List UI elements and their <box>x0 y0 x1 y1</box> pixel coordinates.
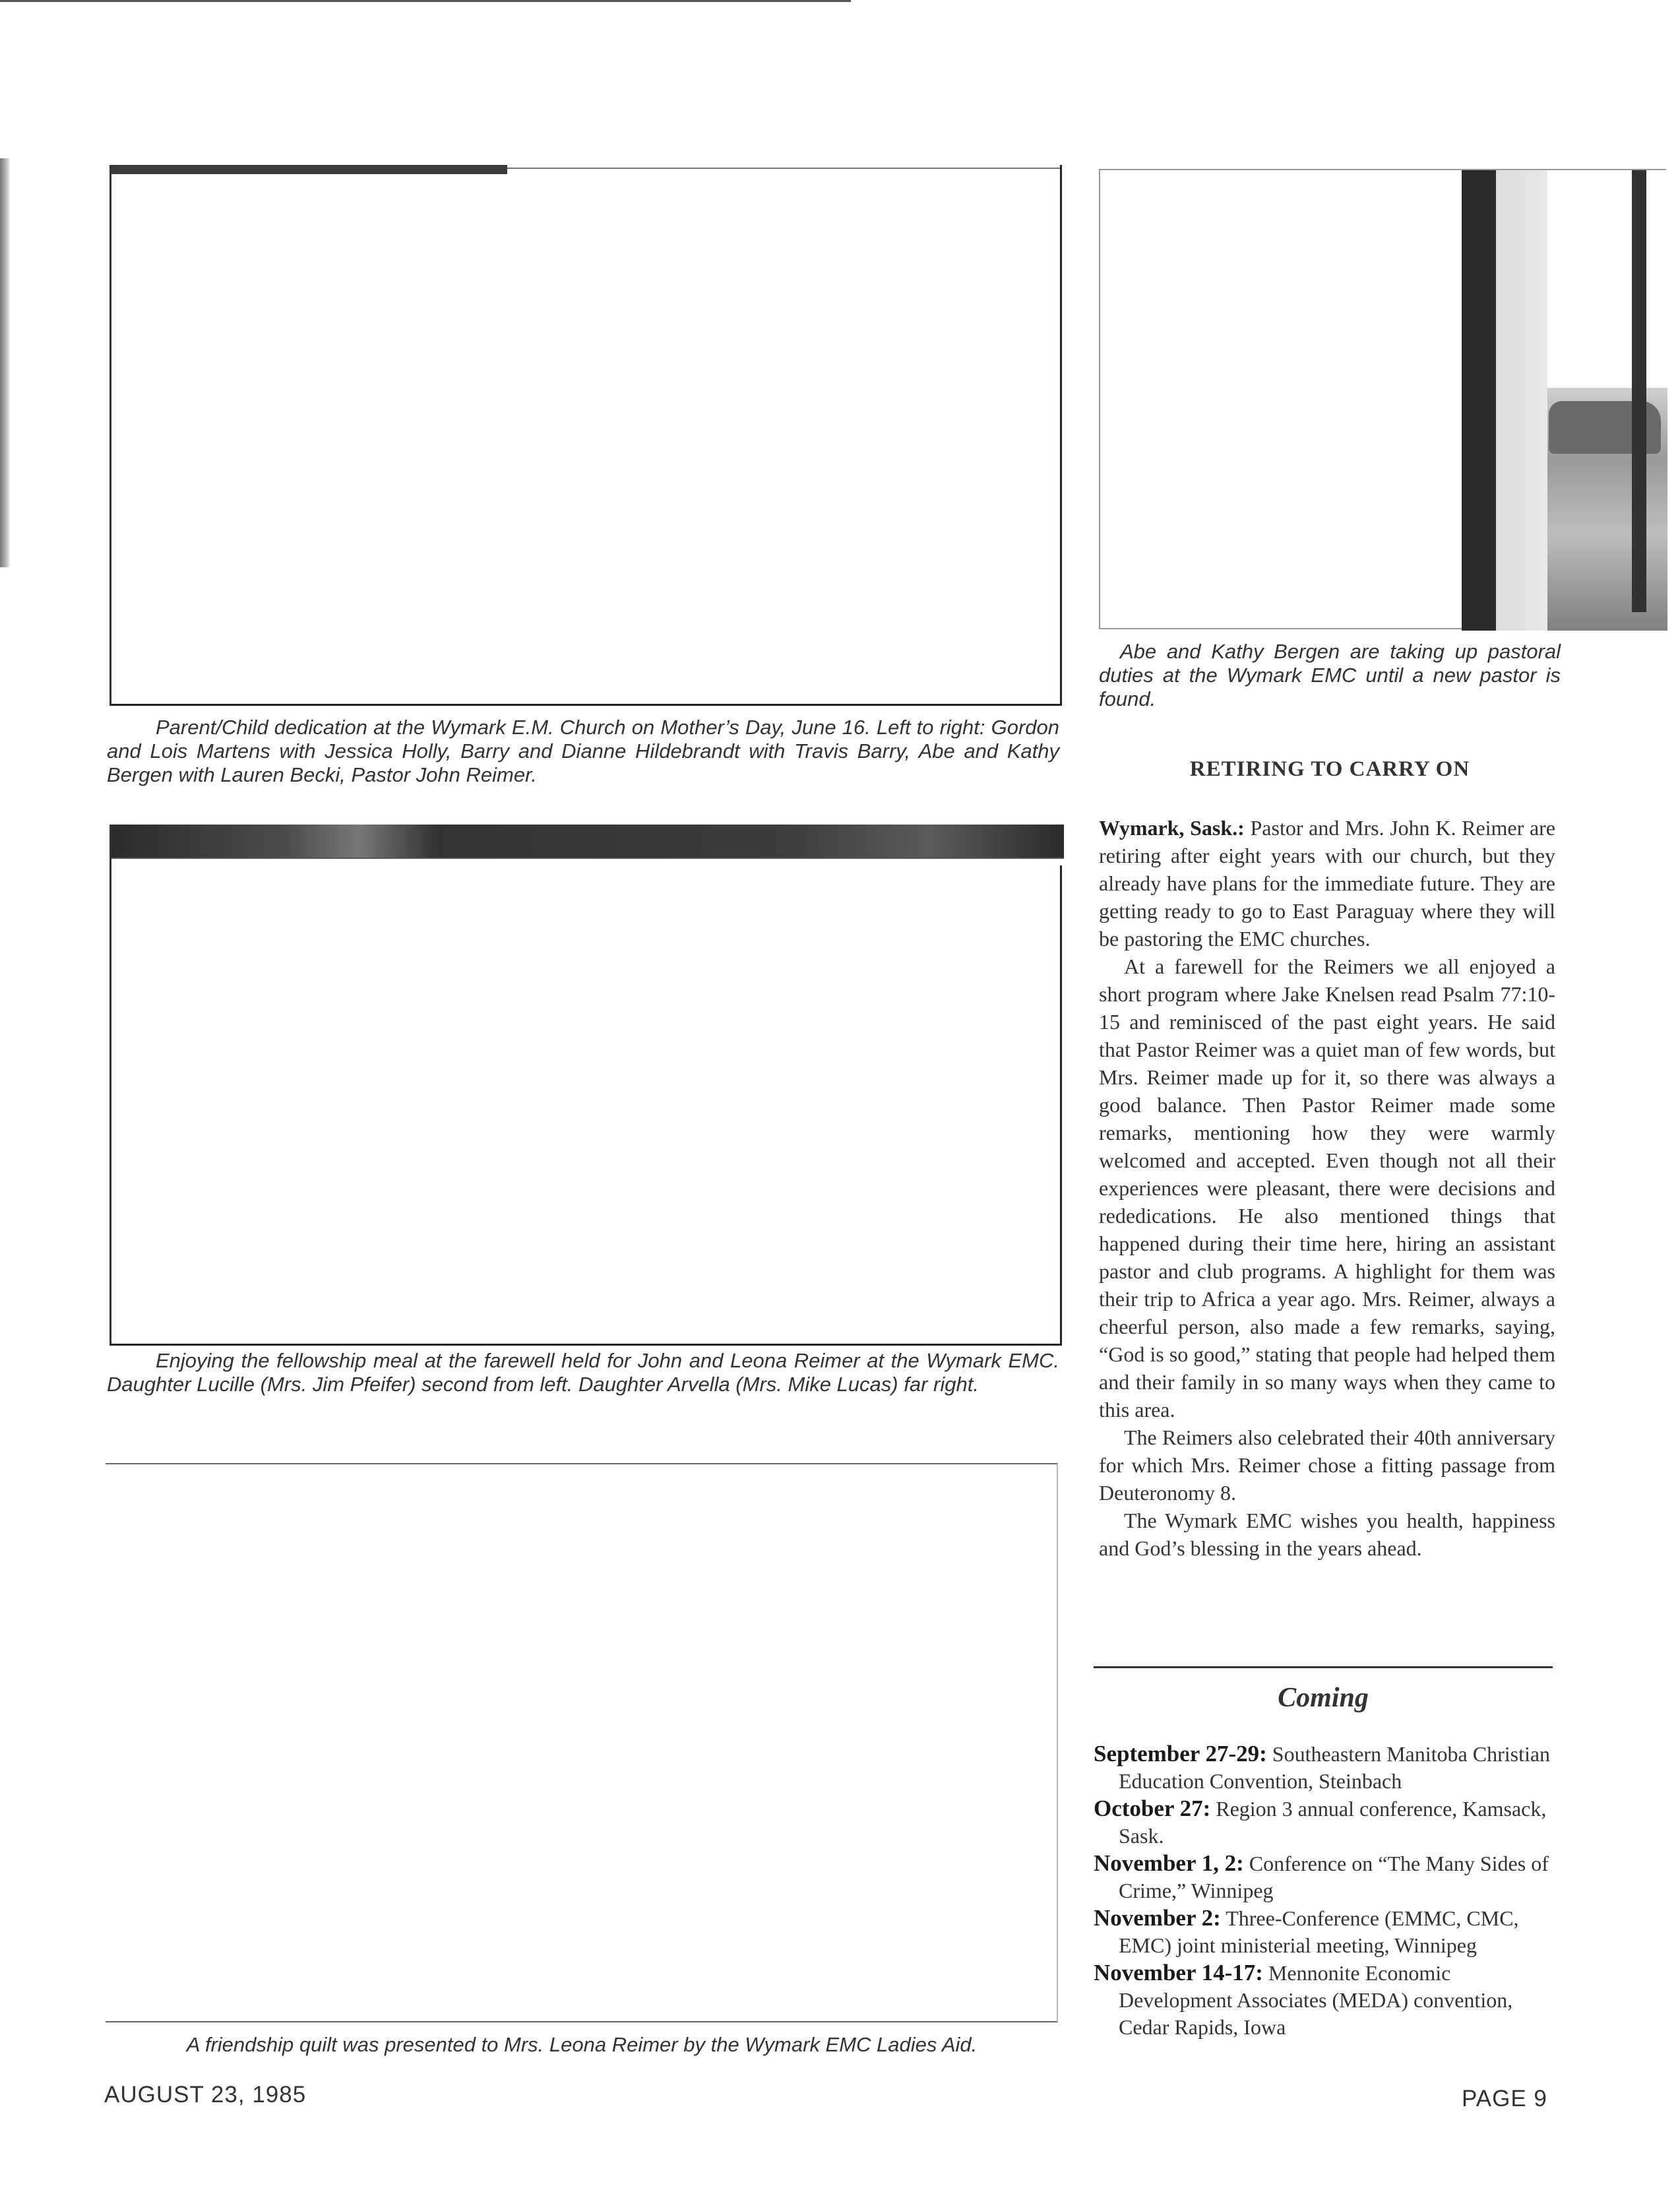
caption-dedication: Parent/Child dedication at the Wymark E.M. Church on Mother’s Day, June 16. Left to right: Gordon and Lois Martens with Jessica Holly, Barry and Dianne Hildebrandt with Travis Barry, Abe and Kathy Bergen with Lauren Becki, Pastor John Reimer. <box>107 716 1059 786</box>
scan-top-line <box>0 0 851 2</box>
caption-fellowship-meal: Enjoying the fellowship meal at the farewell held for John and Leona Reimer at the Wymark EMC. Daughter Lucille (Mrs. Jim Pfeifer) second from left. Daughter Arvella (Mrs. Mike Lucas) far right. <box>107 1349 1059 1396</box>
coming-item-text: Southeastern Manitoba Christian Education Convention, Steinbach <box>1119 1742 1551 1793</box>
photo-top-line <box>507 168 1060 169</box>
coming-item-date: November 2: <box>1094 1905 1221 1931</box>
coming-divider <box>1094 1666 1553 1668</box>
article-body <box>1099 814 1555 1562</box>
footer-page-number: PAGE 9 <box>1462 2086 1547 2111</box>
article-dateline: Wymark, Sask.: <box>1099 816 1245 840</box>
coming-item-date: November 14-17: <box>1094 1960 1263 1985</box>
coming-item <box>1094 1850 1555 1904</box>
photo-bergens-pole <box>1632 170 1646 612</box>
coming-item-text: Mennonite Economic Development Associates (MEDA) convention, Cedar Rapids, Iowa <box>1119 1961 1513 2039</box>
coming-item-date: September 27-29: <box>1094 1741 1267 1766</box>
photo-bergens-wall <box>1462 170 1547 631</box>
photo-friendship-quilt <box>106 1463 1058 2022</box>
caption-bergens: Abe and Kathy Bergen are taking up pastoral duties at the Wymark EMC until a new pastor is found. <box>1099 640 1561 710</box>
coming-item <box>1094 1740 1555 1795</box>
caption-friendship-quilt: A friendship quilt was presented to Mrs. Leona Reimer by the Wymark EMC Ladies Aid. <box>186 2033 978 2056</box>
article-paragraph-3: The Reimers also celebrated their 40th anniversary for which Mrs. Reimer chose a fitting passage from Deuteronomy 8. <box>1099 1425 1555 1505</box>
coming-item <box>1094 1959 1555 2041</box>
article-heading: RETIRING TO CARRY ON <box>1189 757 1470 781</box>
coming-item-date: October 27: <box>1094 1796 1211 1821</box>
coming-item <box>1094 1795 1555 1850</box>
coming-title: Coming <box>1278 1683 1369 1713</box>
article-paragraph-1-text: Pastor and Mrs. John K. Reimer are retiring after eight years with our church, but they already have plans for the immediate future. They are getting ready to go to East Paraguay where they will be pastoring the EMC churches. <box>1099 816 1555 951</box>
photo-dedication <box>109 165 1062 706</box>
article-paragraph-4: The Wymark EMC wishes you health, happiness and God’s blessing in the years ahead. <box>1099 1509 1555 1560</box>
photo-fellowship-meal <box>109 825 1062 1346</box>
coming-item-text: Three-Conference (EMMC, CMC, EMC) joint ministerial meeting, Winnipeg <box>1119 1906 1519 1957</box>
coming-item <box>1094 1904 1555 1959</box>
coming-list <box>1094 1740 1555 2041</box>
coming-item-text: Conference on “The Many Sides of Crime,” Winnipeg <box>1119 1852 1549 1902</box>
coming-item-date: November 1, 2: <box>1094 1850 1244 1876</box>
article-paragraph-2: At a farewell for the Reimers we all enjoyed a short program where Jake Knelsen read Psalm 77:10-15 and reminisced of the past eight years. He said that Pastor Reimer was a quiet man of few words, but Mrs. Reimer made up for it, so there was always a good balance. Then Pastor Reimer made some remarks, mentioning how they were warmly welcomed and accepted. Even though not all their experiences were pleasant, there were decisions and rededications. He also mentioned things that happened during their time here, hiring an assistant pastor and club programs. A highlight for them was their trip to Africa a year ago. Mrs. Reimer, always a cheerful person, also made a few remarks, saying, “God is so good,” stating that people had helped them and their family in so many ways when they came to this area. <box>1099 954 1555 1422</box>
coming-item-text: Region 3 annual conference, Kamsack, Sask. <box>1119 1797 1547 1848</box>
photo-top-strip <box>111 165 507 174</box>
photo-meal-top-white <box>111 858 1064 865</box>
photo-meal-top-strip <box>111 825 1064 858</box>
footer-date: AUGUST 23, 1985 <box>104 2082 307 2108</box>
scan-left-edge <box>0 158 11 567</box>
photo-bergens <box>1099 169 1666 629</box>
article-paragraph-1 <box>1099 814 1555 953</box>
